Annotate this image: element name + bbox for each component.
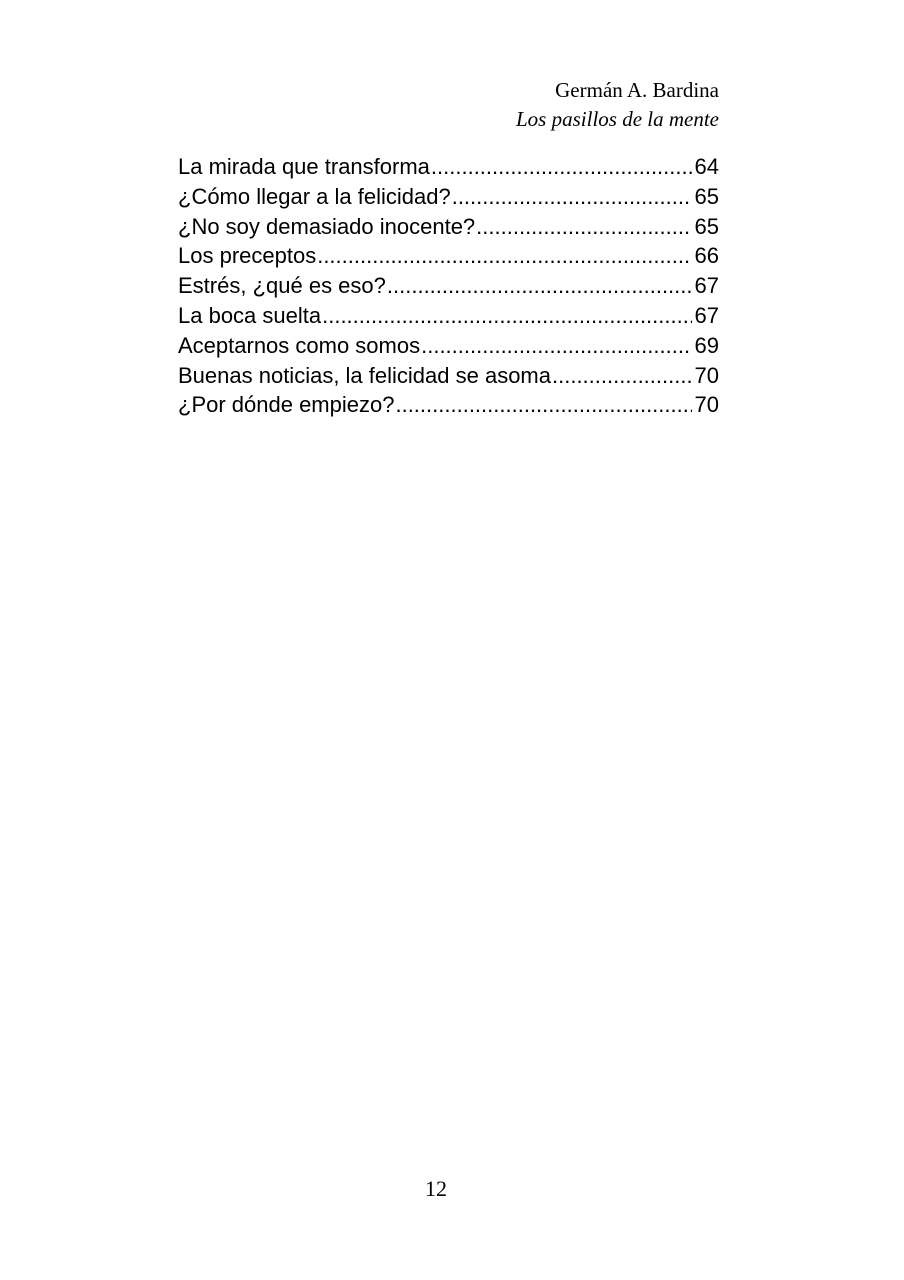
toc-entry-page: 67 <box>694 302 719 328</box>
toc-entry-title: La mirada que transforma <box>178 154 430 179</box>
toc-entry-title: La boca suelta <box>178 302 322 328</box>
toc-entry <box>178 271 719 301</box>
toc-entry <box>178 331 719 361</box>
toc-entry <box>178 241 719 271</box>
toc-entry-page: 64 <box>694 154 719 179</box>
toc-entry-title: Estrés, ¿qué es eso? <box>178 273 386 299</box>
toc-leader-dots <box>322 301 691 331</box>
toc-entry-page: 66 <box>694 243 719 269</box>
toc-leader-dots <box>421 331 691 361</box>
toc-leader-dots <box>452 182 692 212</box>
toc-entry <box>178 361 719 391</box>
toc-entry <box>178 182 719 212</box>
table-of-contents <box>178 152 719 420</box>
toc-entry <box>178 152 719 182</box>
toc-entry-page: 70 <box>694 392 719 418</box>
toc-entry-title: ¿Por dónde empiezo? <box>178 392 395 418</box>
toc-entry-page: 67 <box>694 273 719 299</box>
toc-entry-title: Aceptarnos como somos <box>178 332 421 358</box>
toc-leader-dots <box>431 152 692 182</box>
toc-leader-dots <box>552 361 692 391</box>
running-header <box>516 76 719 134</box>
toc-leader-dots <box>476 212 691 242</box>
toc-entry-page: 69 <box>694 332 719 358</box>
toc-leader-dots <box>317 241 691 271</box>
toc-entry <box>178 301 719 331</box>
toc-entry-title: ¿No soy demasiado inocente? <box>178 213 476 239</box>
toc-entry <box>178 390 719 420</box>
toc-entry <box>178 212 719 242</box>
toc-entry-title: Los preceptos <box>178 243 317 269</box>
page-number: 12 <box>425 1176 447 1201</box>
toc-entry-title: ¿Cómo llegar a la felicidad? <box>178 183 451 209</box>
toc-entry-title: Buenas noticias, la felicidad se asoma <box>178 362 551 388</box>
toc-leader-dots <box>387 271 692 301</box>
toc-entry-page: 65 <box>694 213 719 239</box>
toc-entry-page: 70 <box>694 362 719 388</box>
header-book-title: Los pasillos de la mente <box>516 107 719 131</box>
header-author: Germán A. Bardina <box>555 78 719 102</box>
toc-entry-page: 65 <box>694 183 719 209</box>
toc-leader-dots <box>395 390 691 420</box>
